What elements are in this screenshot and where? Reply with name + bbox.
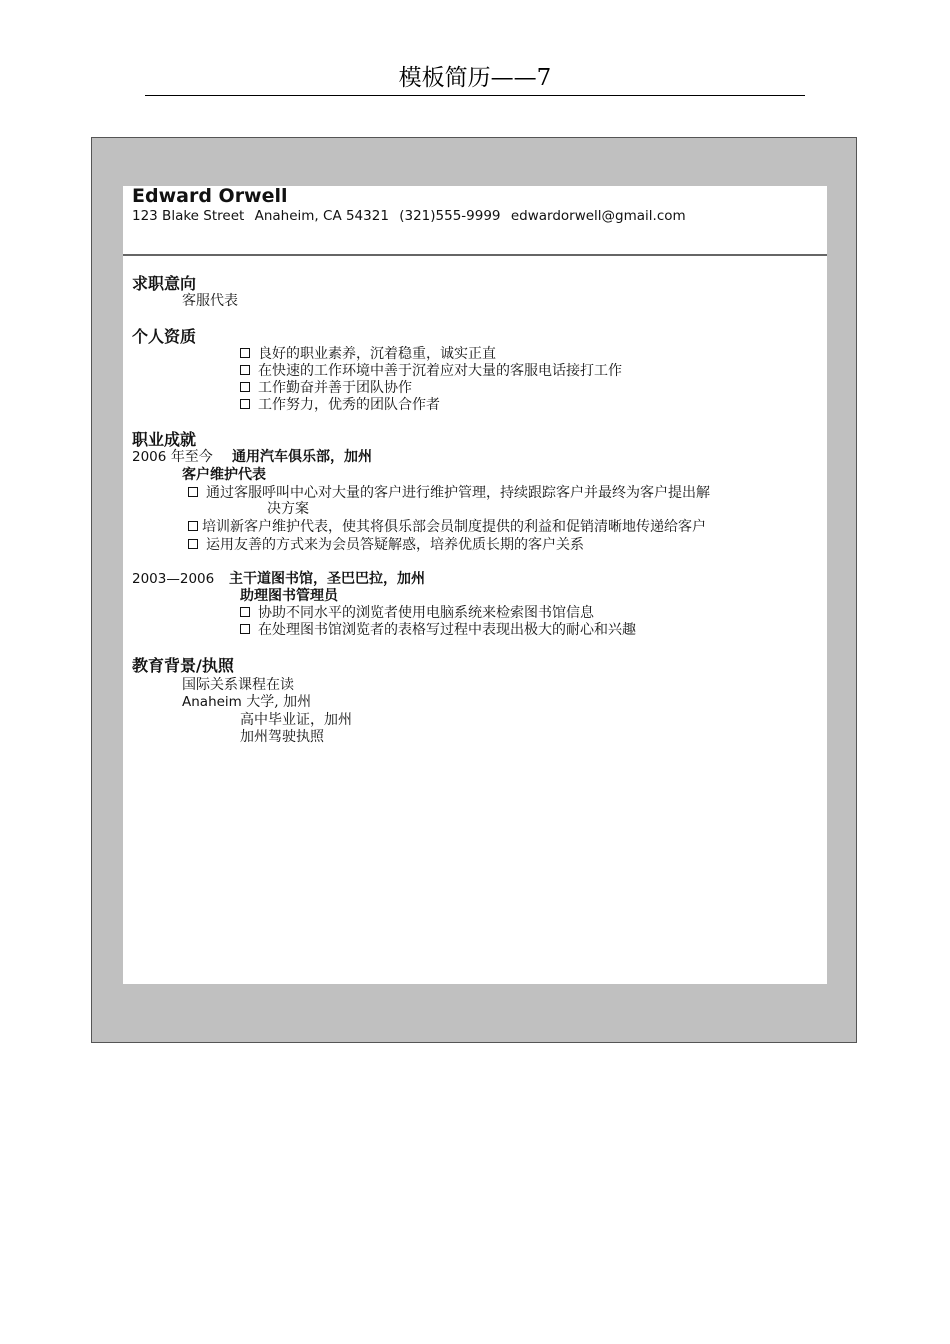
job-bullet: 培训新客户维护代表，使其将俱乐部会员制度提供的利益和促销清晰地传递给客户: [188, 519, 706, 536]
qualifications-heading: 个人资质: [132, 327, 197, 346]
job-date: 2006 年至今: [132, 449, 213, 465]
checkbox-icon: [240, 365, 250, 375]
job-bullet: 协助不同水平的浏览者使用电脑系统来检索图书馆信息: [240, 605, 594, 622]
header-divider: [123, 254, 827, 256]
checkbox-icon: [240, 624, 250, 634]
resume-name: Edward Orwell: [132, 185, 288, 207]
job-employer: 主干道图书馆，圣巴巴拉，加州: [229, 571, 425, 587]
qualification-item: 在快速的工作环境中善于沉着应对大量的客服电话接打工作: [240, 363, 622, 380]
checkbox-icon: [188, 487, 198, 497]
document-title: 模板简历——7: [398, 65, 552, 91]
job-bullet-continuation: 决方案: [267, 501, 309, 517]
checkbox-icon: [240, 607, 250, 617]
job-role: 客户维护代表: [182, 467, 266, 483]
job-employer: 通用汽车俱乐部，加州: [232, 449, 372, 465]
certificate: 高中毕业证，加州: [240, 712, 352, 728]
contact-phone: (321)555-9999: [399, 208, 501, 224]
qualification-item: 工作努力，优秀的团队合作者: [240, 397, 440, 414]
checkbox-icon: [240, 382, 250, 392]
checkbox-icon: [188, 539, 198, 549]
checkbox-icon: [188, 521, 198, 531]
job-bullet: 通过客服呼叫中心对大量的客户进行维护管理，持续跟踪客户并最终为客户提出解: [188, 485, 710, 502]
education-heading: 教育背景/执照: [132, 656, 234, 675]
education-school: Anaheim 大学, 加州: [182, 694, 312, 710]
contact-city: Anaheim, CA 54321: [254, 208, 389, 224]
title-underline: [145, 95, 805, 96]
experience-heading: 职业成就: [132, 430, 197, 449]
education-program: 国际关系课程在读: [182, 677, 294, 693]
job-role: 助理图书管理员: [240, 588, 338, 604]
objective-heading: 求职意向: [132, 274, 197, 293]
qualification-item: 良好的职业素养，沉着稳重，诚实正直: [240, 346, 496, 363]
contact-line: [132, 207, 692, 225]
checkbox-icon: [240, 399, 250, 409]
qualification-item: 工作勤奋并善于团队协作: [240, 380, 412, 397]
contact-street: 123 Blake Street: [132, 208, 245, 224]
checkbox-icon: [240, 348, 250, 358]
job-bullet: 在处理图书馆浏览者的表格写过程中表现出极大的耐心和兴趣: [240, 622, 636, 639]
objective-text: 客服代表: [182, 293, 238, 309]
certificate: 加州驾驶执照: [240, 729, 324, 745]
job-bullet: 运用友善的方式来为会员答疑解惑，培养优质长期的客户关系: [188, 537, 584, 554]
contact-email: edwardorwell@gmail.com: [510, 208, 686, 224]
job-date: 2003—2006: [132, 571, 215, 587]
